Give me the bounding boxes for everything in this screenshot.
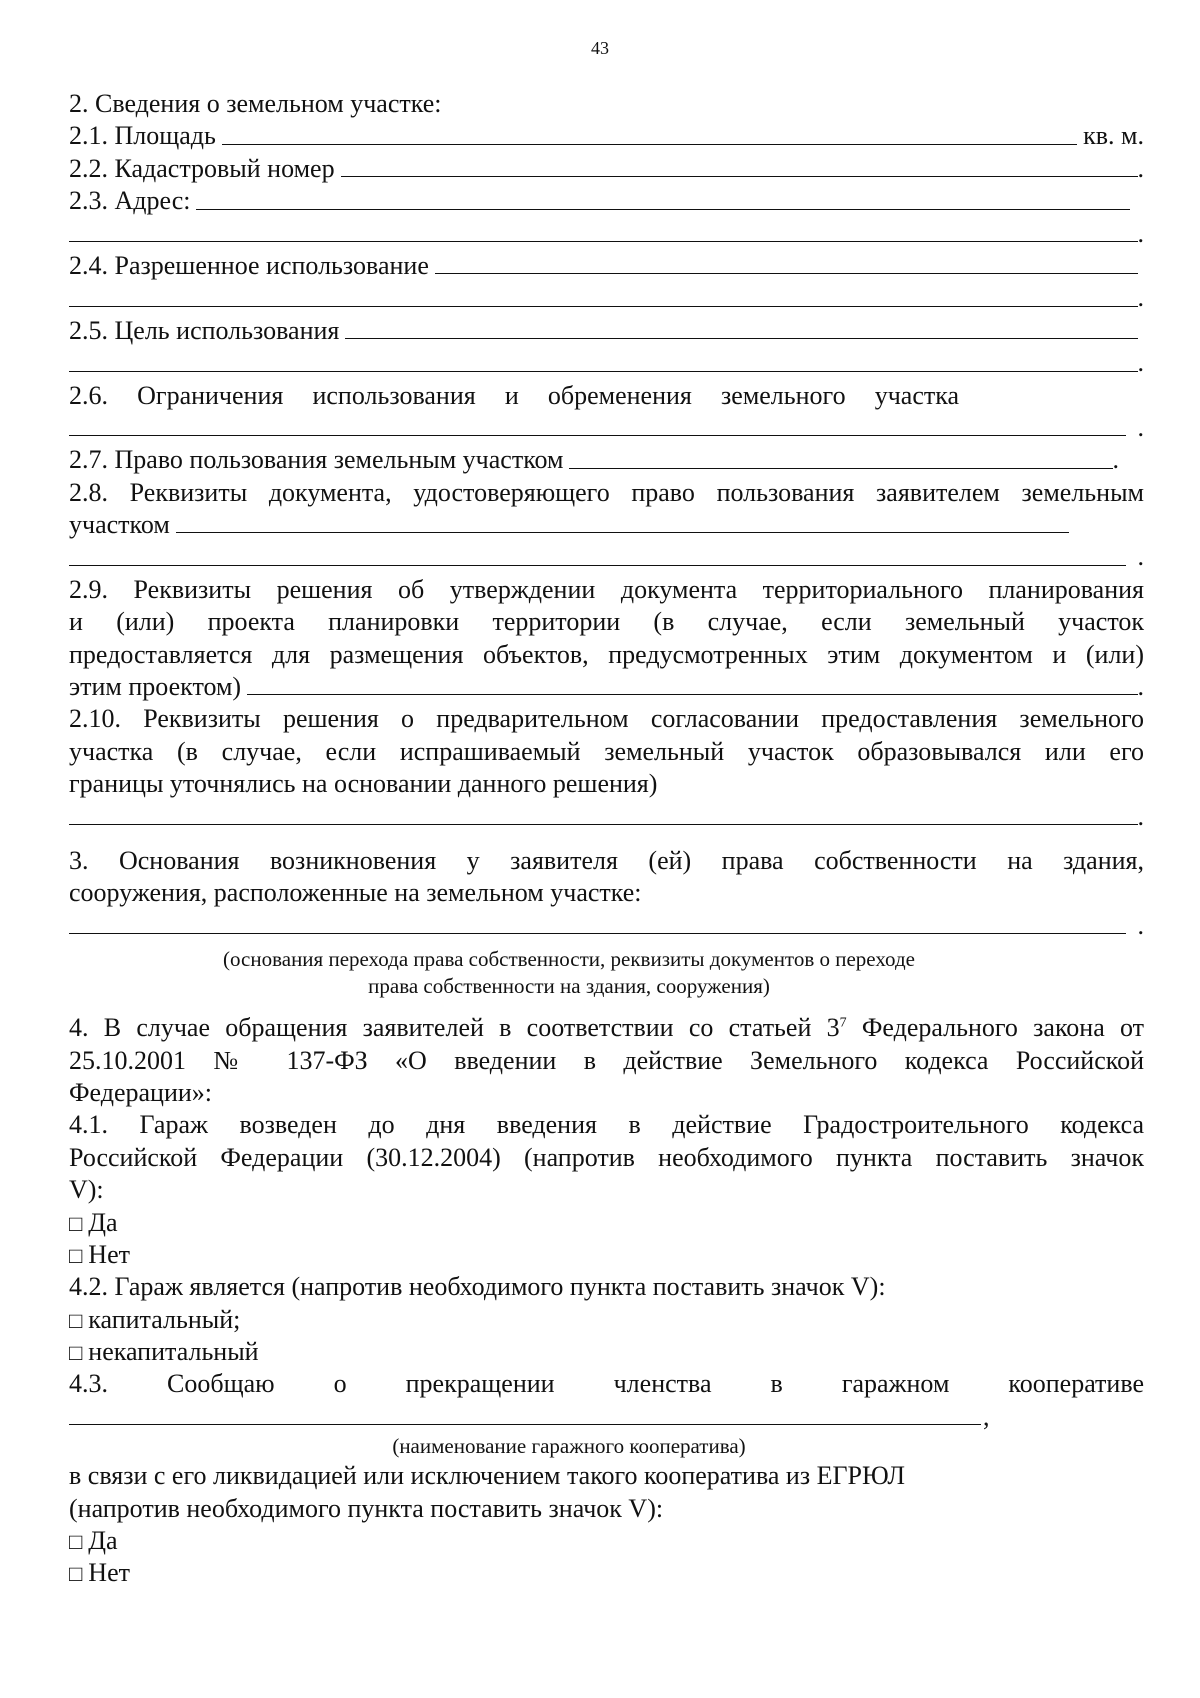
checkbox-icon[interactable]: □ xyxy=(69,1210,83,1236)
option-4-1-yes[interactable] xyxy=(69,1207,1144,1239)
section-4-line-1-text-b: Федерального закона от xyxy=(846,1013,1144,1043)
purpose-continuation: . xyxy=(69,347,1144,379)
field-2-2: 2.2. Кадастровый номер . xyxy=(69,153,1144,185)
restrictions-input-line[interactable] xyxy=(69,434,1126,436)
checkbox-icon[interactable]: □ xyxy=(69,1340,83,1366)
option-4-3-yes[interactable] xyxy=(69,1525,1144,1557)
field-4-2-label: 4.2. Гараж является (напротив необходимого пункта поставить значок V): xyxy=(69,1272,886,1302)
preliminary-approval-continuation: . xyxy=(69,801,1144,833)
field-4-1-line-2: Российской Федерации (30.12.2004) (напротив необходимого пункта поставить значок xyxy=(69,1142,1144,1172)
address-continuation: . xyxy=(69,218,1144,250)
right-of-use-input-line[interactable] xyxy=(569,467,1112,469)
checkbox-icon[interactable]: □ xyxy=(69,1242,83,1268)
field-2-5-label: 2.5. Цель использования xyxy=(69,315,340,345)
option-label: капитальный; xyxy=(88,1304,241,1334)
purpose-input-line[interactable] xyxy=(345,337,1138,339)
field-2-10-line-2: участка (в случае, если испрашиваемый земельный участок образовывался или его xyxy=(69,736,1144,766)
restrictions-continuation: . xyxy=(69,412,1144,444)
section-2-title: 2. Сведения о земельном участке: xyxy=(69,89,442,118)
field-4-3-line-1: 4.3. Сообщаю о прекращении членства в гаражном кооперативе xyxy=(69,1369,1144,1399)
field-4-1-line-1: 4.1. Гараж возведен до дня введения в действие Градостроительного кодекса xyxy=(69,1110,1144,1140)
option-label: Нет xyxy=(88,1558,130,1588)
form-content xyxy=(69,88,1144,1590)
field-2-7: 2.7. Право пользования земельным участком . xyxy=(69,444,1119,476)
option-4-2-noncapital[interactable] xyxy=(69,1336,1144,1368)
option-label: некапитальный xyxy=(88,1337,259,1367)
field-2-8-line-1: 2.8. Реквизиты документа, удостоверяющего право пользования заявителем земельным xyxy=(69,477,1144,507)
field-2-3-label: 2.3. Адрес: xyxy=(69,186,191,216)
ownership-basis-continuation: . xyxy=(69,910,1144,942)
cooperative-name-continuation: , xyxy=(69,1401,1144,1433)
option-label: Нет xyxy=(88,1239,130,1269)
permitted-use-continuation: . xyxy=(69,282,1144,314)
purpose-input-line-2[interactable] xyxy=(69,370,1138,372)
field-2-4-label: 2.4. Разрешенное использование xyxy=(69,250,429,280)
option-label: Да xyxy=(88,1526,118,1556)
field-4-1-line-3: V): xyxy=(69,1175,104,1205)
document-details-input-line[interactable] xyxy=(176,531,1069,533)
checkbox-icon[interactable]: □ xyxy=(69,1561,83,1587)
field-2-1-label: 2.1. Площадь xyxy=(69,121,216,151)
option-4-1-no[interactable] xyxy=(69,1239,1144,1271)
field-2-4 xyxy=(69,250,1144,282)
page-number: 43 xyxy=(591,38,609,58)
preliminary-approval-input-line[interactable] xyxy=(69,823,1138,825)
field-2-9-line-3: предоставляется для размещения объектов, предусмотренных этим документом и (или) xyxy=(69,639,1144,669)
permitted-use-input-line-2[interactable] xyxy=(69,305,1138,307)
field-2-1 xyxy=(69,120,1144,152)
field-2-7-label: 2.7. Право пользования земельным участком xyxy=(69,445,564,475)
field-2-10-line-3: границы уточнялись на основании данного решения) xyxy=(69,769,658,799)
section-4-line-3: Федерации»: xyxy=(69,1077,213,1107)
ownership-basis-input-line[interactable] xyxy=(69,932,1126,934)
section-3-line-2: сооружения, расположенные на земельном участке: xyxy=(69,878,642,908)
field-2-2-label: 2.2. Кадастровый номер xyxy=(69,153,335,183)
option-4-2-capital[interactable] xyxy=(69,1304,1144,1336)
option-label: Да xyxy=(88,1207,118,1237)
address-input-line[interactable] xyxy=(196,208,1130,210)
field-2-9-line-2: и (или) проекта планировки территории (в случае, если земельный участок xyxy=(69,607,1144,637)
field-2-1-unit: кв. м. xyxy=(1083,121,1144,151)
field-2-6 xyxy=(69,380,959,412)
address-input-line-2[interactable] xyxy=(69,240,1138,242)
field-2-8 xyxy=(69,509,1069,541)
planning-decision-input-line[interactable] xyxy=(247,693,1137,695)
section-4-line-1 xyxy=(69,1012,1144,1044)
field-4-3-line-2: в связи с его ликвидацией или исключением такого кооператива из ЕГРЮЛ xyxy=(69,1461,906,1491)
document-details-continuation: . xyxy=(69,541,1144,573)
field-2-9: этим проектом) . xyxy=(69,671,1144,703)
section-4-line-2: 25.10.2001 № 137-ФЗ «О введении в действие Земельного кодекса Российской xyxy=(69,1045,1144,1075)
cadastral-number-input-line[interactable] xyxy=(341,175,1138,177)
field-4-3-line-3: (напротив необходимого пункта поставить значок V): xyxy=(69,1493,664,1523)
field-2-6-label: 2.6. Ограничения использования и обременения земельного участка xyxy=(69,380,959,410)
field-2-5 xyxy=(69,315,1144,347)
checkbox-icon[interactable]: □ xyxy=(69,1529,83,1555)
ownership-basis-caption-2: права собственности на здания, сооружения) xyxy=(368,974,770,999)
field-2-3 xyxy=(69,185,1144,217)
section-4-line-1-text: 4. В случае обращения заявителей в соответствии со статьей 3 xyxy=(69,1013,840,1043)
cooperative-name-caption: (наименование гаражного кооператива) xyxy=(392,1434,746,1459)
section-3-line-1: 3. Основания возникновения у заявителя (ей) права собственности на здания, xyxy=(69,845,1144,875)
area-input-line[interactable] xyxy=(222,143,1077,145)
field-2-9-line-1: 2.9. Реквизиты решения об утверждении документа территориального планирования xyxy=(69,574,1144,604)
ownership-basis-caption-1: (основания перехода права собственности, реквизиты документов о переходе xyxy=(223,947,915,972)
checkbox-icon[interactable]: □ xyxy=(69,1307,83,1333)
field-2-9-label: этим проектом) xyxy=(69,672,242,702)
field-2-10-line-1: 2.10. Реквизиты решения о предварительном согласовании предоставления земельного xyxy=(69,704,1144,734)
option-4-3-no[interactable] xyxy=(69,1557,1144,1589)
superscript: 7 xyxy=(839,1015,847,1031)
cooperative-name-input-line[interactable] xyxy=(69,1423,981,1425)
field-2-8-label: участком xyxy=(69,510,170,540)
document-details-input-line-2[interactable] xyxy=(69,564,1126,566)
permitted-use-input-line[interactable] xyxy=(435,272,1138,274)
